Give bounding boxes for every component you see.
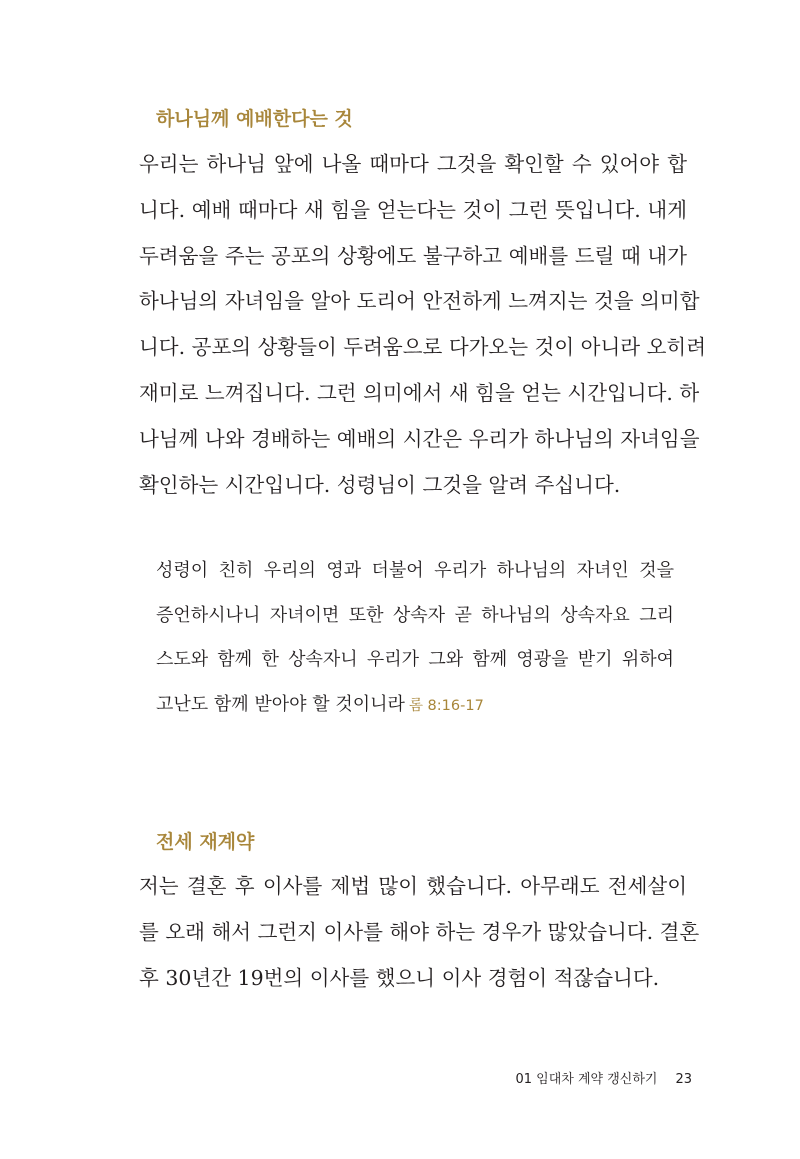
chapter-title: 01 임대차 계약 갱신하기 (515, 1072, 658, 1087)
body-paragraph-worship (139, 142, 707, 508)
scripture-quote (156, 549, 674, 728)
paragraph-line: 를 오래 해서 그런지 이사를 해야 하는 경우가 많았습니다. 결혼 (139, 919, 700, 944)
paragraph-line: 재미로 느껴집니다. 그런 의미에서 새 힘을 얻는 시간입니다. 하 (139, 380, 700, 405)
quote-line-text: 고난도 함께 받아야 할 것이니라 (156, 693, 405, 715)
paragraph-line: 우리는 하나님 앞에 나올 때마다 그것을 확인할 수 있어야 합 (139, 152, 687, 176)
quote-line: 성령이 친히 우리의 영과 더불어 우리가 하나님의 자녀인 것을 (156, 560, 674, 581)
page-number: 23 (675, 1072, 692, 1087)
quote-line-last (156, 683, 674, 729)
body-paragraph-lease-renewal (139, 864, 700, 1001)
paragraph-line: 두려움을 주는 공포의 상황에도 불구하고 예배를 드릴 때 내가 (139, 243, 687, 268)
paragraph-line: 저는 결혼 후 이사를 제법 많이 했습니다. 아무래도 전세살이 (139, 874, 687, 898)
paragraph-line: 니다. 공포의 상황들이 두려움으로 다가오는 것이 아니라 오히려 (139, 335, 707, 360)
paragraph-line: 하나님의 자녀임을 알아 도리어 안전하게 느껴지는 것을 의미합 (139, 289, 700, 314)
paragraph-line: 후 30년간 19번의 이사를 했으니 이사 경험이 적잖습니다. (139, 965, 660, 990)
paragraph-line: 확인하는 시간입니다. 성령님이 그것을 알려 주십니다. (139, 472, 621, 497)
section-heading-lease-renewal: 전세 재계약 (156, 831, 255, 853)
paragraph-line: 나님께 나와 경배하는 예배의 시간은 우리가 하나님의 자녀임을 (139, 426, 700, 451)
scripture-reference: 롬 8:16-17 (408, 697, 484, 714)
page-footer (515, 1068, 692, 1087)
paragraph-line: 니다. 예배 때마다 새 힘을 얻는다는 것이 그런 뜻입니다. 내게 (139, 197, 687, 222)
quote-line: 증언하시나니 자녀이면 또한 상속자 곧 하나님의 상속자요 그리 (156, 604, 674, 626)
section-heading-worship: 하나님께 예배한다는 것 (156, 108, 353, 130)
quote-line: 스도와 함께 한 상속자니 우리가 그와 함께 영광을 받기 위하여 (156, 649, 674, 670)
